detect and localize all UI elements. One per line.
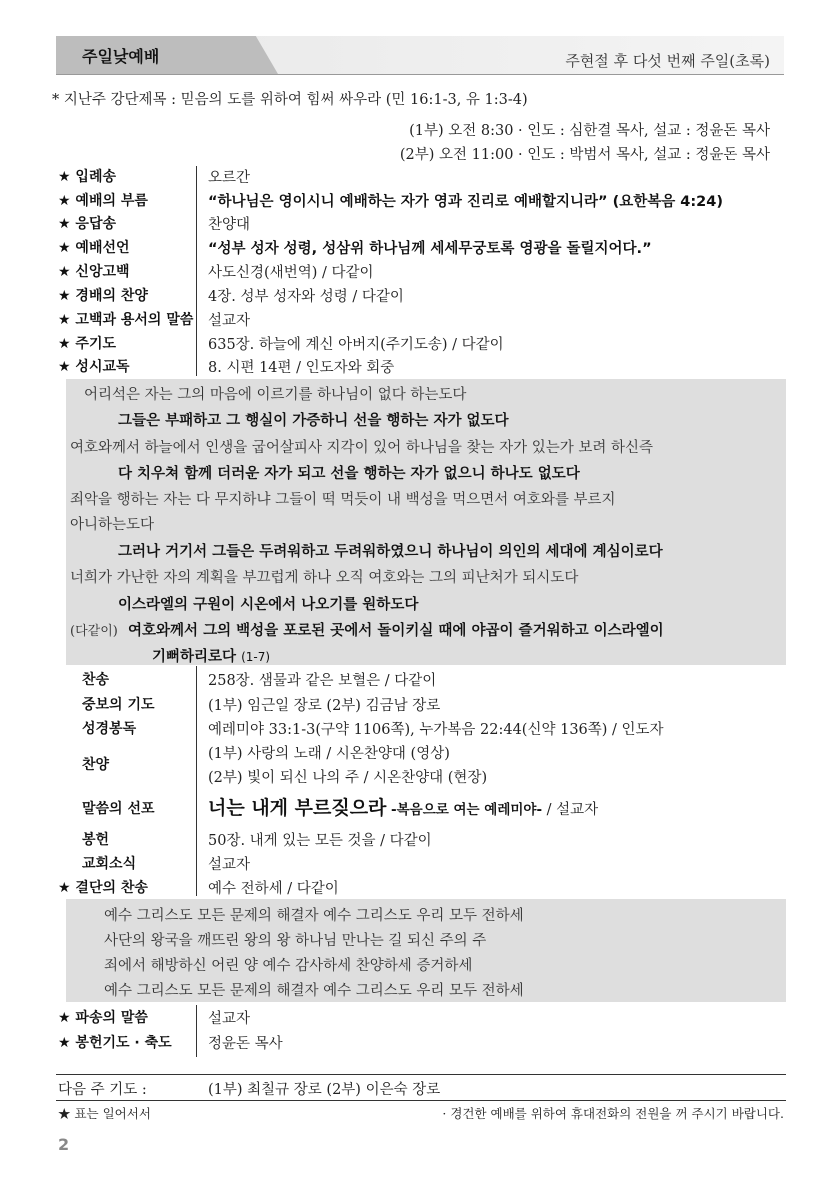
order-item: [82, 669, 812, 693]
order-value: 4장. 성부 성자와 성령 / 다같이: [208, 289, 404, 305]
header-divider: [56, 74, 784, 75]
order-item: [58, 237, 788, 261]
order-item: [58, 1032, 788, 1056]
order-label: ★ 결단의 찬송: [58, 880, 148, 896]
psalm-line: 다 치우쳐 함께 더러운 자가 되고 선을 행하는 자가 없으니 하나도 없도다: [118, 466, 580, 482]
psalm-line: 너희가 가난한 자의 계획을 부끄럽게 하나 오직 여호와는 그의 피난처가 되시도다: [70, 570, 579, 586]
order-label: ★ 성시교독: [58, 359, 130, 375]
service-second: (2부) 오전 11:00 · 인도 : 박범서 목사, 설교 : 정윤돈 목사: [399, 147, 770, 163]
order-label: ★ 신앙고백: [58, 264, 130, 280]
psalm-together-line: 여호와께서 그의 백성을 포로된 곳에서 돌이키실 때에 야곱이 즐거워하고 이스라엘이: [128, 623, 664, 639]
liturgical-day: 주현절 후 다섯 번째 주일(초록): [565, 52, 770, 70]
service-first: (1부) 오전 8:30 · 인도 : 심한결 목사, 설교 : 정윤돈 목사: [409, 123, 770, 139]
hymn-line: 예수 그리스도 모든 문제의 해결자 예수 그리스도 우리 모두 전하세: [104, 908, 524, 924]
order-label: ★ 예배선언: [58, 240, 130, 256]
order-value: 설교자: [208, 1011, 251, 1027]
order-label: ★ 파송의 말씀: [58, 1010, 148, 1026]
psalm-ref: (1-7): [241, 650, 271, 664]
hymn-line: 예수 그리스도 모든 문제의 해결자 예수 그리스도 우리 모두 전하세: [104, 983, 524, 999]
footer-divider-bottom: [56, 1100, 786, 1101]
order-item: [82, 853, 812, 877]
sermon-series: -복음으로 여는 예레미야-: [391, 802, 543, 818]
page-title: 주일낮예배: [82, 47, 160, 66]
order-item: [58, 261, 788, 285]
order-label: 성경봉독: [82, 721, 137, 737]
order-item: [58, 190, 788, 214]
order-value: 찬양대: [208, 217, 251, 233]
order-value: 258장. 샘물과 같은 보혈은 / 다같이: [208, 673, 437, 689]
order-label: 말씀의 선포: [82, 801, 155, 817]
order-label: 교회소식: [82, 856, 137, 872]
psalm-line: 이스라엘의 구원이 시온에서 나오기를 원하도다: [118, 597, 419, 613]
page-number: 2: [58, 1135, 70, 1154]
psalm-line: 어리석은 자는 그의 마음에 이르기를 하나님이 없다 하는도다: [84, 387, 467, 403]
order-label: ★ 주기도: [58, 336, 116, 352]
order-label: 봉헌: [82, 832, 110, 848]
order-value: 8. 시편 14편 / 인도자와 회중: [208, 360, 395, 376]
phone-note: · 경건한 예배를 위하여 휴대전화의 전원을 꺼 주시기 바랍니다.: [442, 1106, 784, 1121]
order-label: 찬양: [82, 757, 110, 773]
order-label: ★ 입례송: [58, 169, 116, 185]
order-value: (1부) 임근일 장로 (2부) 김금남 장로: [208, 698, 441, 714]
order-value: 설교자: [208, 857, 251, 873]
order-item: [82, 829, 812, 853]
anthem-first: (1부) 사랑의 노래 / 시온찬양대 (영상): [208, 746, 450, 762]
order-item: [82, 718, 812, 742]
order-value: 50장. 내게 있는 모든 것을 / 다같이: [208, 833, 432, 849]
psalm-line: 그들은 부패하고 그 행실이 가증하니 선을 행하는 자가 없도다: [118, 413, 509, 429]
hymn-line: 사단의 왕국을 깨뜨린 왕의 왕 하나님 만나는 길 되신 주의 주: [104, 933, 487, 949]
sermon-title: 너는 내게 부르짖으라: [208, 797, 387, 819]
psalm-line: 죄악을 행하는 자는 다 무지하냐 그들이 떡 먹듯이 내 백성을 먹으면서 여호와를 부르지: [70, 492, 616, 508]
order-value: 사도신경(새번역) / 다같이: [208, 265, 374, 281]
order-value: 예레미야 33:1-3(구약 1106쪽), 누가복음 22:44(신약 136쪽) / 인도자: [208, 722, 664, 738]
order-value: “하나님은 영이시니 예배하는 자가 영과 진리로 예배할지니라” (요한복음 4:24): [208, 194, 723, 210]
psalm-line: 아니하는도다: [70, 517, 155, 533]
order-item: [82, 694, 812, 718]
anthem-second: (2부) 빛이 되신 나의 주 / 시온찬양대 (현장): [208, 770, 488, 786]
order-item: [58, 309, 788, 333]
order-label: ★ 예배의 부름: [58, 193, 148, 209]
order-item: [58, 333, 788, 357]
order-value: “성부 성자 성령, 성삼위 하나님께 세세무궁토록 영광을 돌릴지어다.”: [208, 241, 652, 257]
order-item: [58, 356, 788, 380]
order-value: 635장. 하늘에 계신 아버지(주기도송) / 다같이: [208, 337, 504, 353]
order-value: 예수 전하세 / 다같이: [208, 881, 339, 897]
sermon-speaker: / 설교자: [546, 802, 599, 818]
footer-divider-top: [56, 1074, 786, 1075]
sermon: [208, 793, 598, 820]
psalm-line: 여호와께서 하늘에서 인생을 굽어살피사 지각이 있어 하나님을 찾는 자가 있는가 보려 하신즉: [70, 440, 653, 456]
order-item: [58, 285, 788, 309]
hymn-line: 죄에서 해방하신 어린 양 예수 감사하세 찬양하세 증거하세: [104, 958, 473, 974]
order-value: 설교자: [208, 313, 251, 329]
psalm-line: 그러나 거기서 그들은 두려워하고 두려워하였으니 하나님이 의인의 세대에 계심이로다: [118, 544, 663, 560]
order-label: 중보의 기도: [82, 697, 155, 713]
last-week-sermon: * 지난주 강단제목 : 믿음의 도를 위하여 힘써 싸우라 (민 16:1-3, 유 1:3-4): [52, 92, 528, 108]
order-label: ★ 봉헌기도 · 축도: [58, 1035, 172, 1051]
psalm-together-line: [152, 645, 270, 666]
order-label: ★ 응답송: [58, 216, 116, 232]
stand-note: ★ 표는 일어서서: [58, 1106, 151, 1121]
next-week-prayer-label: 다음 주 기도 :: [58, 1082, 147, 1098]
order-item: [58, 1007, 788, 1031]
order-label: 찬송: [82, 672, 110, 688]
order-value: 정윤돈 목사: [208, 1036, 283, 1052]
psalm-together-end: 기뻐하리로다: [152, 649, 237, 665]
order-item: [58, 877, 788, 901]
order-item: [58, 166, 788, 190]
order-label: ★ 고백과 용서의 말씀: [58, 312, 194, 328]
order-label: ★ 경배의 찬양: [58, 288, 148, 304]
next-week-prayer-value: (1부) 최칠규 장로 (2부) 이은숙 장로: [208, 1082, 441, 1098]
psalm-together-prefix: (다같이): [70, 624, 118, 639]
order-value: 오르간: [208, 170, 251, 186]
order-item: [58, 213, 788, 237]
